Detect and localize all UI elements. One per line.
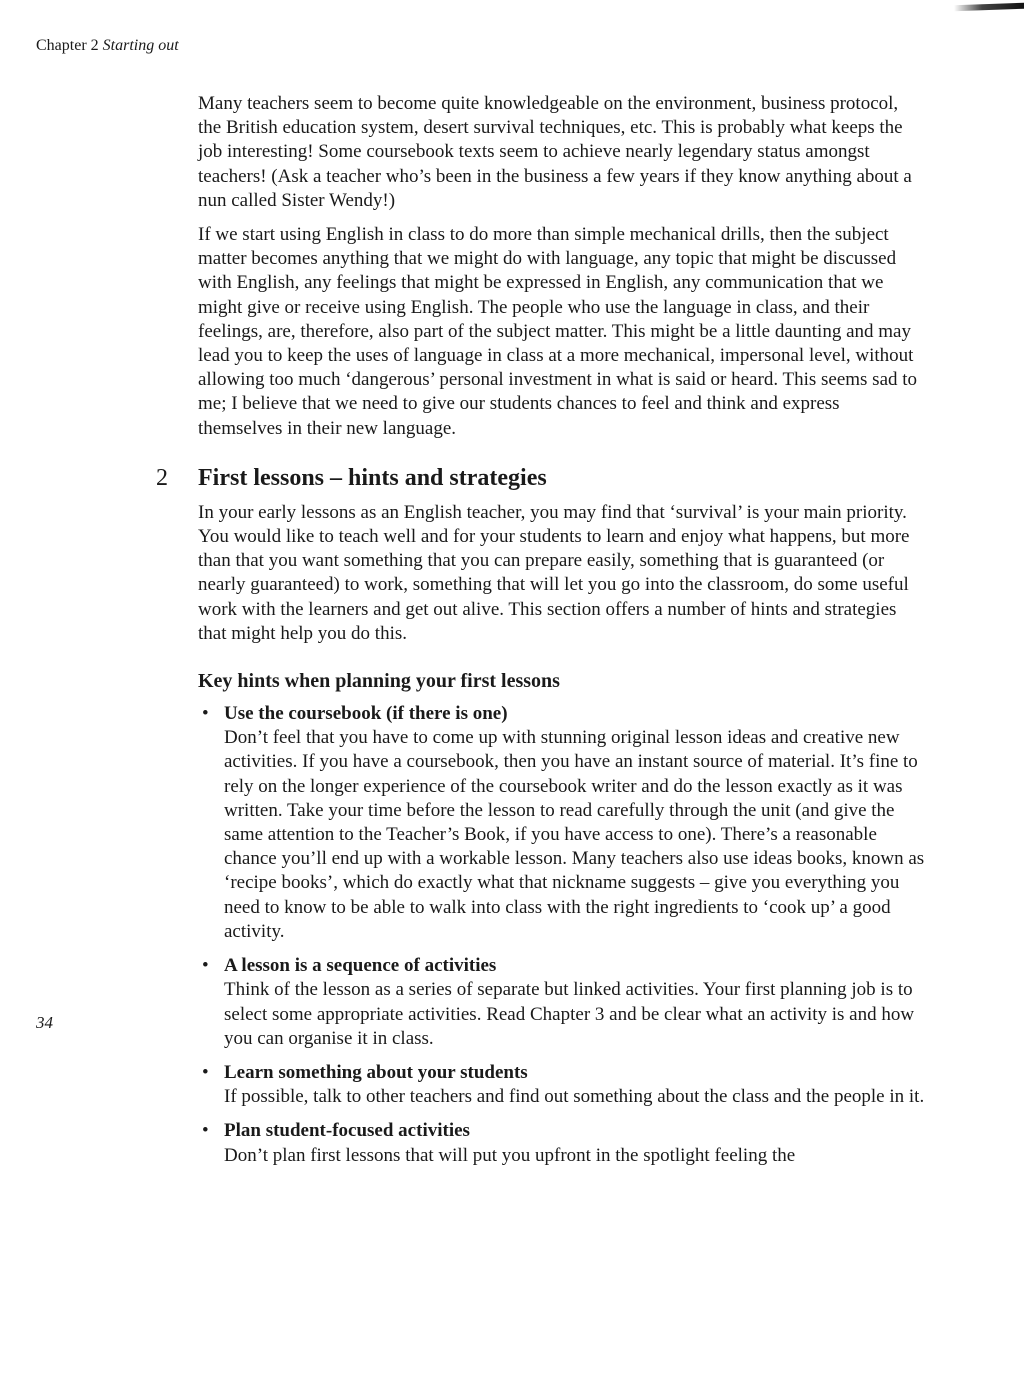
hint-body: Think of the lesson as a series of separate but linked activities. Your first planning job is to select some appropriate activities. Read Chapter 3 and be clear what an activity is and how you can organise it in class. — [224, 979, 915, 1049]
section-heading — [156, 463, 926, 493]
hint-title: Learn something about your students — [224, 1061, 528, 1083]
hint-item — [202, 954, 926, 1051]
hint-body: Don’t feel that you have to come up with stunning original lesson ideas and creative new activities. If you have a coursebook, then you have an instant source of material. It’s fine to rely on the longer experience of the coursebook writer and do the lesson exactly as it was written. Take your time before the lesson to read carefully through the unit (and give the same attention to the Teacher’s Book, if you have access to one). There’s a reasonable chance you’ll end up with a workable lesson. Many teachers also use ideas books, known as ‘recipe books’, which do exactly what that nickname suggests – give you everything you need to know to be able to walk into class with the right ingredients to ‘cook up’ a good activity. — [224, 727, 925, 942]
hint-body: Don’t plan first lessons that will put you upfront in the spotlight feeling the — [224, 1144, 796, 1166]
hint-title: A lesson is a sequence of activities — [224, 955, 497, 977]
intro-paragraph-1: Many teachers seem to become quite knowledgeable on the environment, business protocol, the British education system, desert survival techniques, etc. This is probably what keeps the job interesting! Some coursebook texts seem to achieve nearly legendary status amongst teachers! (Ask a teacher who’s been in the business a few years if they know anything about a nun called Sister Wendy!) — [198, 93, 912, 211]
section-paragraph: In your early lessons as an English teacher, you may find that ‘survival’ is your main priority. You would like to teach well and for your students to learn and enjoy what happens, but more than that you want something that you can prepare easily, something that is guaranteed (or nearly guaranteed) to work, something that will let you go into the classroom, do some useful work with the learners and get out alive. This section offers a number of hints and strategies that might help you do this. — [198, 501, 910, 644]
hints-list — [198, 702, 926, 1168]
page-content — [156, 92, 926, 1178]
running-head-chapter: Chapter 2 — [36, 37, 99, 54]
subsection-heading: Key hints when planning your first lessons — [198, 670, 560, 693]
bullet-icon: • — [202, 955, 209, 977]
scan-edge-mark — [954, 3, 1024, 11]
hint-title: Use the coursebook (if there is one) — [224, 703, 508, 725]
bullet-icon: • — [202, 1061, 209, 1083]
section-number: 2 — [156, 464, 168, 491]
running-head — [36, 36, 179, 56]
page-number: 34 — [36, 1013, 53, 1032]
bullet-icon: • — [202, 1120, 209, 1142]
hint-item — [202, 1119, 926, 1167]
hint-item — [202, 1061, 926, 1109]
hint-body: If possible, talk to other teachers and find out something about the class and the people in it. — [224, 1086, 925, 1108]
hint-title: Plan student-focused activities — [224, 1120, 470, 1142]
running-head-title: Starting out — [102, 37, 179, 54]
hint-item — [202, 702, 926, 944]
bullet-icon: • — [202, 703, 209, 725]
intro-paragraph-2: If we start using English in class to do more than simple mechanical drills, then the subject matter becomes anything that we might do with language, any topic that might be discussed with English, any feelings that might be expressed in English, any communication that we might give or receive using English. The people who use the language in class, and their feelings, are, therefore, also part of the subject matter. This might be a little daunting and may lead you to keep the uses of language in class at a more mechanical, impersonal level, without allowing too much ‘dangerous’ personal investment in what is said or heard. This seems sad to me; I believe that we need to give our students chances to feel and think and express themselves in their new language. — [198, 224, 918, 439]
section-title: First lessons – hints and strategies — [198, 464, 547, 491]
